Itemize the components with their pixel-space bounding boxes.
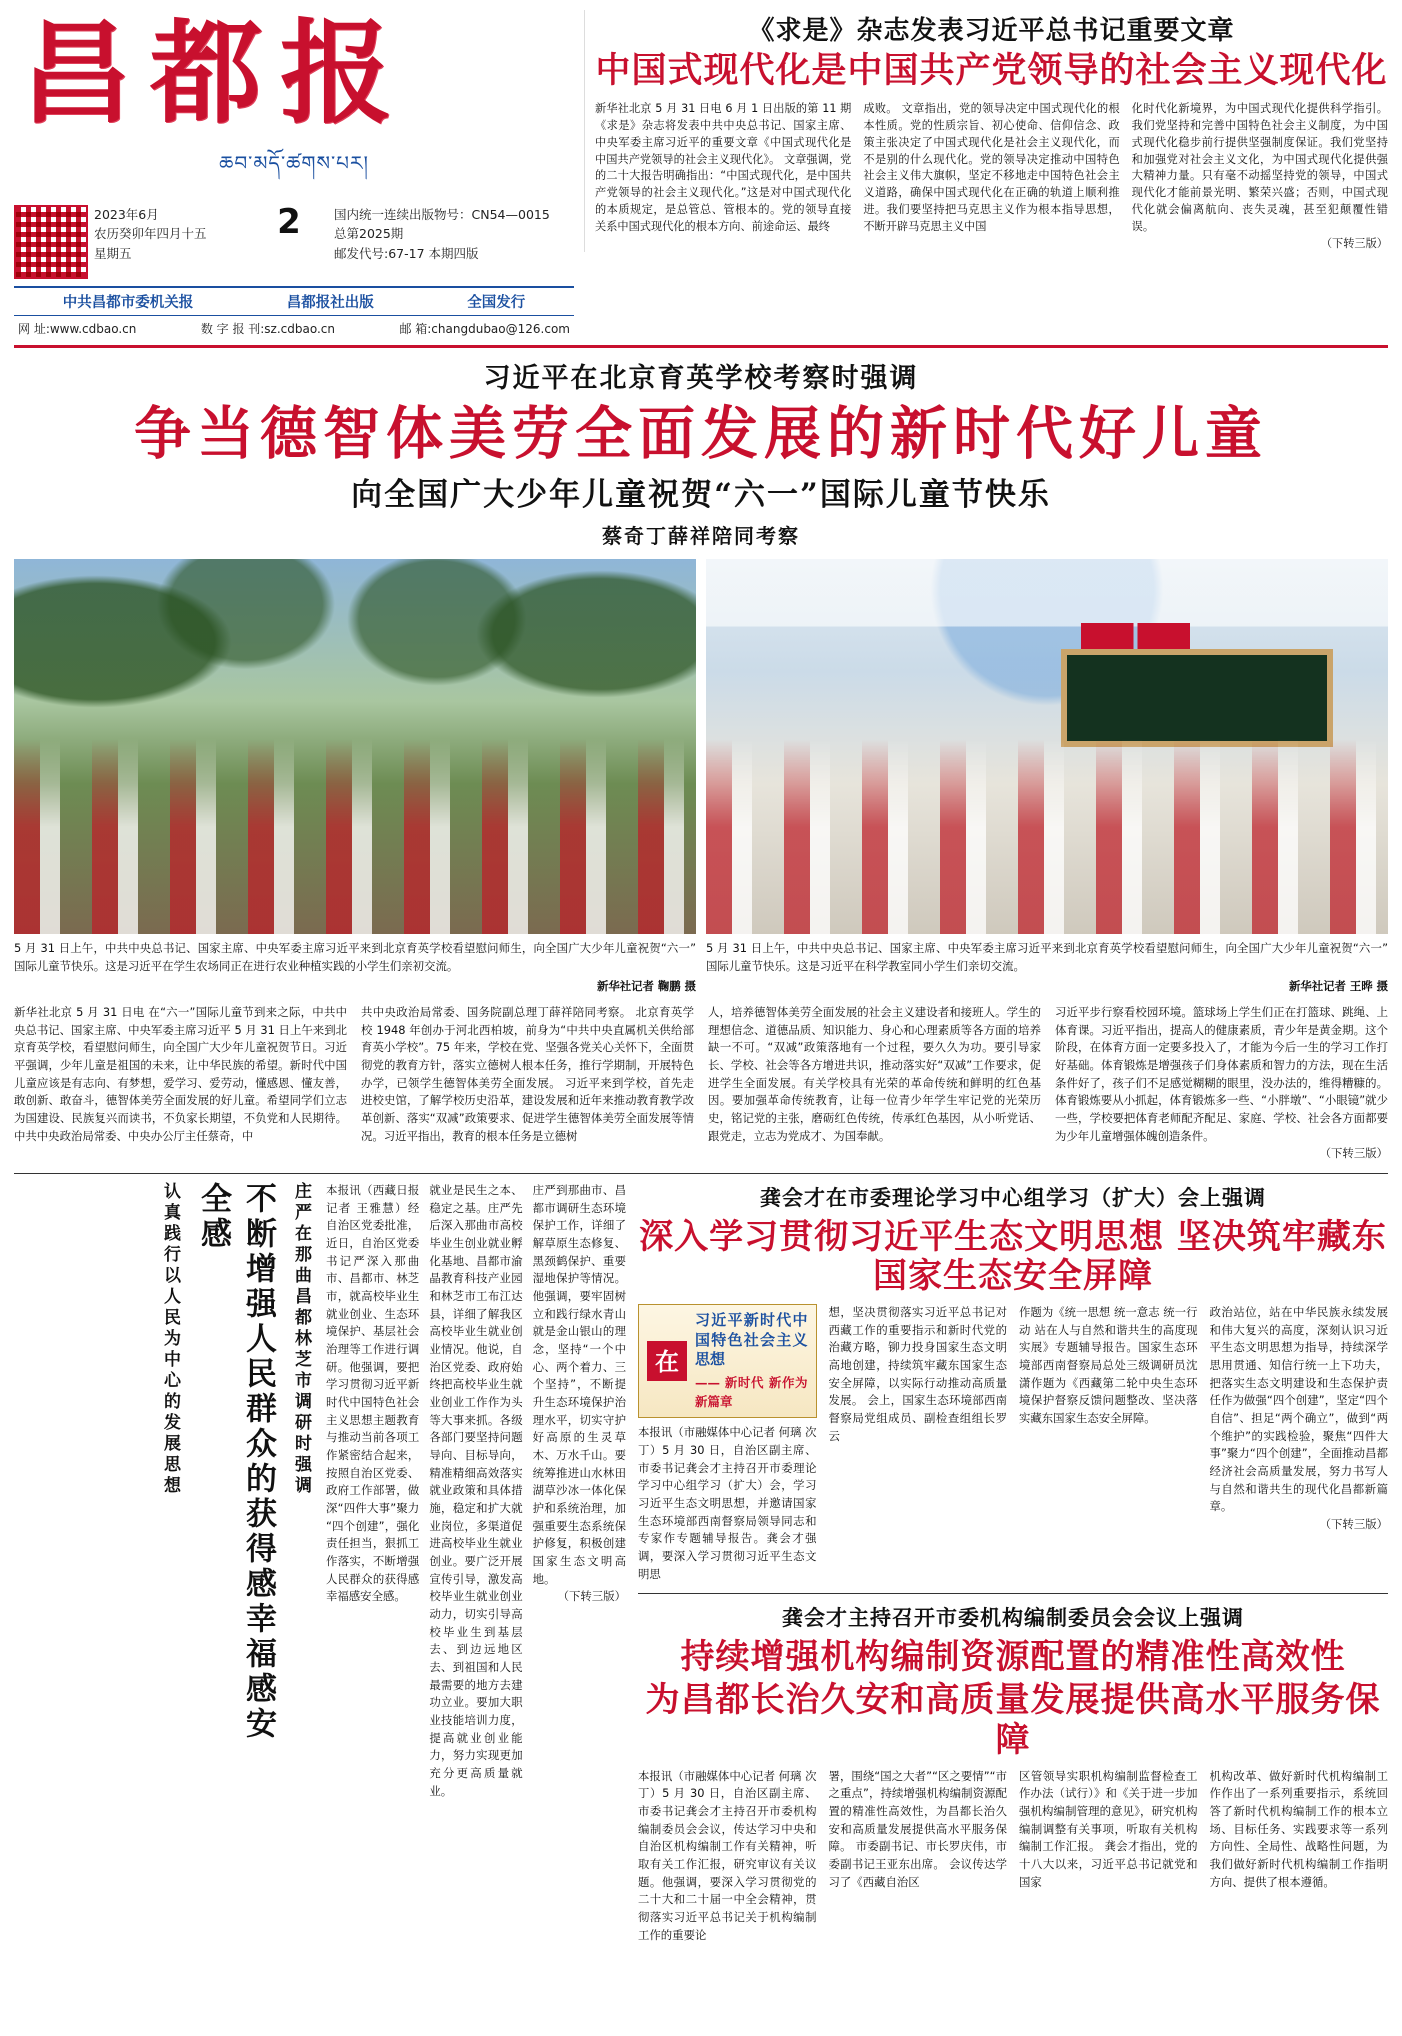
photo-caption-2: 5 月 31 日上午，中共中央总书记、国家主席、中央军委主席习近平来到北京育英学校看望慰问师生，向全国广大少年儿童祝贺“六一”国际儿童节快乐。这是习近平在科学教室同小学生们亲切交流。 [706,941,1388,974]
issue-block [250,201,328,242]
weekday: 星期五 [94,245,132,261]
date-lunar: 农历癸卯年四月十五 [94,226,207,242]
photo-students-decor [14,739,696,934]
serial-number: 国内统一连续出版物号：CN54—0015 [334,206,550,222]
lead-subhead: 向全国广大少年儿童祝贺“六一”国际儿童节快乐 [351,477,1051,514]
tibetan-title: ཆབ་མདོ་ཚགས་པར། [219,150,369,175]
sec2-body [638,1768,1388,1945]
lead-kicker: 习近平在北京育英学校考察时强调 [483,362,919,394]
lead-body-col-1: 共中央政治局常委、国务院副总理丁薛祥陪同考察。 北京育英学校 1948 年创办于河北西柏坡，前身为“中共中央直属机关供给部育英小学校”。75 年来，学校在党、坚强各党关心关怀下，全面贯彻党的教育方针，落实立德树人根本任务，推行学期制，开展特色办学，已领学生德智体美劳全面发展。 习近平来到学校，首先走进校史馆，了解学校历史沿革，建设发展和近年来推动教育教学改革创新、落实“双减”政策要求、促进学生德智体美劳全面发展等情况。习近平指出，教育的根本任务是立德树 [361,1004,694,1143]
photo-classroom [706,559,1388,934]
publication-codes [334,205,550,263]
lead-body-col-3-wrap [1055,1004,1388,1163]
lead-headline: 争当德智体美劳全面发展的新时代好儿童 [134,399,1268,467]
publication-dates [94,205,244,263]
lower-section [14,1182,1388,1944]
sec1-body [638,1304,1388,1583]
top-right-col-0: 新华社北京 5 月 31 日电 6 月 1 日出版的第 11 期《求是》杂志将发表中共中央总书记、国家主席、中央军委主席习近平的重要文章《中国式现代化是中国共产党领导的社会主义现代化》。 文章强调，党的二十大报告明确指出：“中国式现代化，是中国共产党领导的社会主义现代化。”这是对中国式现代化的本质规定，是总管总、管根本的。党的领导直接关系中国式现代化的根本方向、前途命运、最终 [595,102,852,233]
sec2-col-3-wrap [1210,1768,1389,1945]
photo-block-2 [706,559,1388,993]
lead-body-jump: （下转三版） [1319,1146,1388,1161]
email-label[interactable]: 邮 箱:changdubao@126.com [399,321,570,336]
masthead-bluebar [14,286,574,316]
qr-code-icon[interactable] [14,205,88,279]
photo-credit-2: 新华社记者 王晔 摄 [1288,978,1388,993]
top-right-article [584,10,1388,252]
top-right-kicker: 《求是》杂志发表习近平总书记重要文章 [748,16,1235,46]
vertical-feature-subhead: 认真践行以人民为中心的发展思想 [160,1181,180,1497]
bluebar-item-1: 昌都报社出版 [286,294,374,311]
photo-blackboard-decor [1061,649,1334,747]
vertical-feature-headline: 不断增强人民群众的获得感幸福感安全感 [195,1181,276,1742]
date-gregorian: 2023年6月 [94,206,159,222]
top-right-col-2-text: 化时代化新境界，为中国式现代化提供科学指引。我们党坚持和完善中国特色社会主义制度，为中国式现代化稳步前行提供坚强制度保证。我们党坚持和加强党对社会主义文化，为中国式现代化提供强大精神力量。只有毫不动摇坚持党的领导，中国式现代化才能前景光明、繁荣兴盛；否则，中国式现代化就会偏离航向、丧失灵魂，甚至犯颠覆性错误。 [1131,102,1388,233]
photo-block-1 [14,559,696,993]
sec1-kicker: 龚会才在市委理论学习中心组学习（扩大）会上强调 [760,1184,1266,1210]
sec1-col-0: 本报讯（市融媒体中心记者 何璃 次丁）5 月 30 日，自治区副主席、市委书记龚会才主持召开市委理论学习中心组学习（扩大）会，学习习近平生态文明思想，并邀请国家生态环境部西南督察局领导同志和专家作专题辅导报告。龚会才强调，要深入学习贯彻习近平生态文明思 [638,1425,817,1581]
postal-code: 邮发代号:67-17 本期四版 [334,245,479,261]
sec1-col-3: 政治站位，站在中华民族永续发展和伟大复兴的高度，深刻认识习近平生态文明思想为指导，持续深学思用贯通、知信行统一上下功夫，把落实生态文明建设和生态保护责任作为做强“四个创建”，坚定“四个自信”、担足“两个确立”，做到“两个维护”的实践检验，聚焦“四件大事”聚力“四个创建”，全面推动昌都经济社会高质量发展，努力书写人与自然和谐共生的现代化昌都新篇章。 [1209,1305,1388,1514]
sec2-headline-1: 持续增强机构编制资源配置的精准性高效性 [680,1637,1346,1678]
photo-school-field [14,559,696,934]
masthead-footer [14,316,574,337]
theme-education-banner [638,1304,817,1418]
feature-col-0: 本报讯（西藏日报记者 王雅慧）经自治区党委批准，近日，自治区党委书记严深入那曲市、昌都市、林芝市，就高校毕业生就业创业、生态环境保护、基层社会治理等工作进行调研。他强调，要把学习贯彻习近平新时代中国特色社会主义思想主题教育与推动当前各项工作紧密结合起来，按照自治区党委、政府工作部署，做深“四件大事”聚力“四个创建”，强化责任担当，狠抓工作落实，不断增强人民群众的获得感幸福感安全感。 [326,1182,420,1604]
banner-text [695,1311,808,1411]
photo-credit-1: 新华社记者 鞠鹏 摄 [596,978,696,993]
feature-jump: （下转三版） [557,1589,626,1604]
photo-caption-1: 5 月 31 日上午，中共中央总书记、国家主席、中央军委主席习近平来到北京育英学校看望慰问师生，向全国广大少年儿童祝贺“六一”国际儿童节快乐。这是习近平在学生农场同正在进行农业种植实践的小学生们亲初交流。 [14,941,696,974]
masthead-info [14,201,574,279]
sec1-col-0-wrap [638,1304,817,1583]
bluebar-item-0: 中共昌都市委机关报 [62,294,194,311]
digital-edition-label[interactable]: 数 字 报 刊:sz.cdbao.cn [200,321,335,336]
seal-icon: 在 [647,1341,687,1381]
lead-subhead-2: 蔡奇丁薛祥陪同考察 [602,524,800,549]
sec2-headline-2: 为昌都长治久安和高质量发展提供高水平服务保障 [645,1680,1381,1760]
sec2-kicker: 龚会才主持召开市委机构编制委员会会议上强调 [782,1605,1244,1631]
sec2-col-2: 区管领导实职机构编制监督检查工作办法（试行）》和《关于进一步加强机构编制管理的意见》，研究机构编制调整有关事项，听取有关机构编制工作汇报。 龚会才指出，党的十八大以来，习近平总书记就党和国家 [1019,1768,1198,1889]
lead-body-col-0: 新华社北京 5 月 31 日电 在“六一”国际儿童节到来之际，中共中央总书记、国家主席、中央军委主席习近平 5 月 31 日上午来到北京育英学校，看望慰问师生，向全国广大少年儿童祝贺节日。习近平强调，少年儿童是祖国的未来，让中华民族的希望。新时代中国儿童应该是有志向、有梦想，爱学习、爱劳动，懂感恩、懂友善，敢创新、敢奋斗，德智体美劳全面发展的好儿童。希望同学们立志为国建设、民族复兴而读书，不负家长期望，不负党和人民期待。 中共中央政治局常委、中央办公厅主任蔡奇，中 [14,1004,347,1143]
lead-article-body [14,1004,1388,1163]
banner-sub: —— 新时代 新作为 新篇章 [695,1374,808,1409]
photo-flags-decor [1081,623,1190,649]
sec2-col-1: 署，围绕“国之大者”“区之要情”“市之重点”，持续增强机构编制资源配置的精准性高效性，为昌都长治久安和高质量发展提供高水平服务保障。 市委副书记、市长罗庆伟，市委副书记王亚东出席。 会议传达学习了《西藏自治区 [828,1768,1007,1889]
top-right-jump: （下转三版） [1320,236,1388,250]
sec1-col-2: 作题为《统一思想 统一意志 统一行动 站在人与自然和谐共生的高度现实展》专题辅导报告。国家生态环境部西南督察局总处三级调研员沈潇作题为《西藏第二轮中央生态环境保护督察反馈问题整改、坚决落实藏东国家生态安全屏障。 [1019,1305,1198,1426]
bluebar-item-2: 全国发行 [467,294,526,311]
sec1-jump: （下转三版） [1319,1517,1388,1532]
issue-number: 2 [277,201,301,242]
sec1-col-3-wrap [1210,1304,1389,1583]
masthead [14,10,1388,337]
vertical-feature-kicker: 庄严在那曲昌都林芝市调研时强调 [291,1181,311,1497]
website-label[interactable]: 网 址:www.cdbao.cn [18,321,137,336]
feature-col-2-wrap [533,1182,626,1944]
vertical-feature [14,1182,314,1944]
vertical-feature-body [326,1182,626,1944]
sec1-col-1: 想，坚决贯彻落实习近平总书记对西藏工作的重要指示和新时代党的治藏方略，铆力投身国家生态文明高地创建，持续筑牢藏东国家生态安全屏障，以实际行动推动高质量发展。 会上，国家生态环境部西南督察局党组成员、副检查组组长罗云 [828,1305,1007,1443]
top-right-col-2 [1132,101,1388,252]
feature-col-2: 庄严到那曲市、昌都市调研生态环境保护工作，详细了解草原生态修复、黑颈鹤保护、重要湿地保护等情况。他强调，要牢固树立和践行绿水青山就是金山银山的理念，坚持“一个中心、两个着力、三个坚持”，不断提升生态环境保护治理水平，切实守护好高原的生灵草木、万水千山。要统筹推进山水林田湖草沙冰一体化保护和系统治理，加强重要生态系统保护修复，积极创建国家生态文明高地。 [532,1182,626,1586]
right-lower-articles [638,1182,1388,1944]
masthead-left [14,10,574,337]
issue-total: 总第2025期 [334,226,404,242]
top-right-headline: 中国式现代化是中国共产党领导的社会主义现代化 [595,50,1388,91]
lead-article-header [14,356,1388,550]
lead-body-col-2: 人，培养德智体美劳全面发展的社会主义建设者和接班人。学生的理想信念、道德品质、知识能力、身心和心理素质等各方面的培养缺一不可。“双减”政策落地有一个过程，要久久为功。要引导家长、学校、社会等各方增进共识，推动落实好“双减”工作要求，促进学生全面发展。有关学校具有光荣的革命传统和鲜明的红色基因。要加强革命传统教育，让每一位青少年学生牢记党的光荣历史，铭记党的主张，磨砺红色传统，传承红色基因，从小听党话、跟党走，立志为党成才、为国奉献。 [708,1004,1041,1143]
sec2-article [638,1593,1388,1944]
sec2-col-3: 机构改革、做好新时代机构编制工作作出了一系列重要指示，系统回答了新时代机构编制工作的根本立场、目标任务、实践要求等一系列方向性、全局性、战略性问题，为我们做好新时代机构编制工作指明方向、提供了根本遵循。 [1209,1768,1388,1889]
feature-col-1: 就业是民生之本、稳定之基。庄严先后深入那曲市高校毕业生创业就业孵化基地、昌都市渝晶教育科技产业园和林芝市工布江达县，详细了解我区高校毕业生就业创业情况。他说，自治区党委、政府始终把高校毕业生就业创业工作作为头等大事来抓。各级各部门要坚持问题导向、目标导向，精准精细高效落实就业政策和具体措施，稳定和扩大就业岗位，多渠道促进高校毕业生就业创业。要广泛开展宣传引导，激发高校毕业生就业创业动力，切实引导高校毕业生到基层去、到边远地区去、到祖国和人民最需要的地方去建功立业。要加大职业技能培训力度，提高就业创业能力，努力实现更加充分更高质量就业。 [429,1182,523,1798]
divider-thin [14,1173,1388,1174]
lead-body-col-3: 习近平步行察看校园环境。篮球场上学生们正在打篮球、跳绳、上体育课。习近平指出，提高人的健康素质，青少年是黄金期。这个阶段，在体育方面一定要多投入了，才能为今后一生的学习工作打好基础。体育锻炼是增强孩子们身体素质和智力的方法，现在生活条件好了，孩子们不足感觉糊糊的眼里，没办法的，维得糟糠的。体育锻炼要从小抓起，体育锻炼多一些、“小胖墩”、“小眼镜”就少一些，学校要把体育老师配齐配足、家庭、学校、社会各方面都要为少年儿童增强体魄创造条件。 [1055,1004,1388,1143]
top-right-col-1: 成败。 文章指出，党的领导决定中国式现代化的根本性质。党的性质宗旨、初心使命、信仰信念、政策主张决定了中国式现代化是社会主义现代化，而不是别的什么现代化。党的领导决定推动中国特色社会主义伟大旗帜，坚定不移地走中国特色社会主义道路，确保中国式现代化在正确的轨道上顺利推进。我们要坚持把马克思主义作为根本指导思想，不断开辟马克思主义中国 [863,102,1120,233]
newspaper-title: 昌都报 [20,8,410,139]
sec1-headline: 深入学习贯彻习近平生态文明思想 坚决筑牢藏东国家生态安全屏障 [639,1216,1387,1296]
photo-row [14,559,1388,993]
sec1-article [638,1182,1388,1583]
banner-main: 习近平新时代中国特色社会主义思想 [695,1311,808,1369]
divider-red [14,345,1388,348]
top-right-body [595,101,1388,252]
sec2-col-0: 本报讯（市融媒体中心记者 何璃 次丁）5 月 30 日，自治区副主席、市委书记龚会才主持召开市委机构编制委员会会议，传达学习中央和自治区机构编制工作有关精神，听取有关工作汇报，研究审议有关议题。他强调，要深入学习贯彻党的二十大和二十届一中全会精神，贯彻落实习近平总书记关于机构编制工作的重要论 [638,1768,817,1942]
photo-students-decor-2 [706,739,1388,934]
